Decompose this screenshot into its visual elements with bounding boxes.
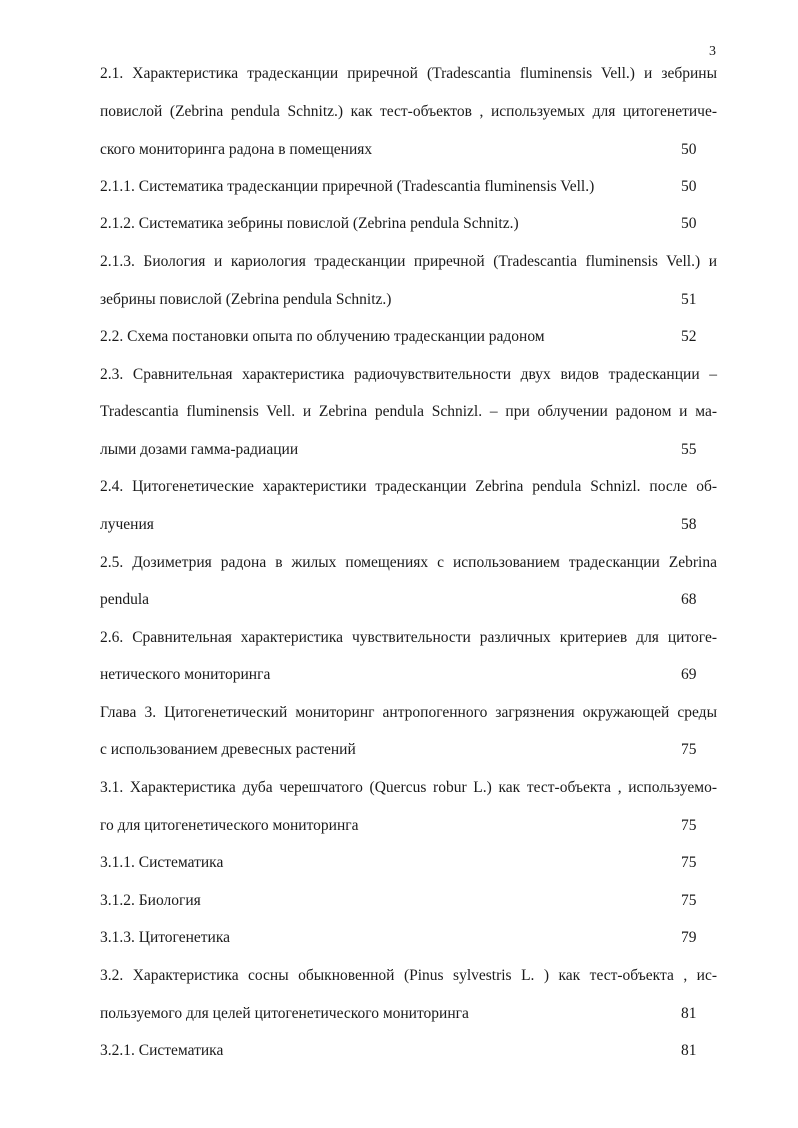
toc-line-text: 2.1.2. Систематика зебрины повислой (Zebrina pendula Schnitz.) — [100, 215, 519, 232]
toc-line-text: Tradescantia fluminensis Vell. и Zebrina pendula Schnizl. – при облучении радоном и ма- — [100, 403, 717, 420]
toc-page-number: 51 — [681, 291, 697, 308]
toc-line-text: 3.1.3. Цитогенетика — [100, 929, 231, 946]
toc-page-number: 68 — [681, 591, 697, 608]
toc-line-text: pendula — [100, 591, 150, 608]
toc-line-text: 3.1.2. Биология — [100, 892, 201, 909]
toc-line-text: 2.1. Характеристика традесканции приречной (Tradescantia fluminensis Vell.) и зебрины — [100, 65, 717, 82]
toc-line-text: Глава 3. Цитогенетический мониторинг антропогенного загрязнения окружающей среды — [100, 704, 717, 721]
toc-page-number: 75 — [681, 892, 697, 909]
toc-page-number: 50 — [681, 215, 697, 232]
toc-line-text: пользуемого для целей цитогенетического мониторинга — [100, 1005, 469, 1022]
toc-page-number: 81 — [681, 1005, 697, 1022]
toc-line-text: с использованием древесных растений — [100, 741, 356, 758]
toc-line — [100, 966, 717, 986]
toc-line-text: го для цитогенетического мониторинга — [100, 817, 359, 834]
toc-line — [100, 177, 717, 197]
toc-line — [100, 102, 717, 122]
toc-page-number: 55 — [681, 441, 697, 458]
toc-page-number: 69 — [681, 666, 697, 683]
toc-line-text: зебрины повислой (Zebrina pendula Schnitz.) — [100, 291, 392, 308]
toc-line-text: 3.1. Характеристика дуба черешчатого (Quercus robur L.) как тест-объекта , используемо- — [100, 779, 717, 796]
toc-line — [100, 402, 717, 422]
toc-line-text: лыми дозами гамма-радиации — [100, 441, 299, 458]
toc-line-text: 2.5. Дозиметрия радона в жилых помещениях с использованием традесканции Zebrina — [100, 554, 717, 571]
toc-line — [100, 703, 717, 723]
toc-line-text: 3.2. Характеристика сосны обыкновенной (Pinus sylvestris L. ) как тест-объекта , ис- — [100, 967, 717, 984]
toc-page-number: 50 — [681, 141, 697, 158]
toc-line-text: 3.2.1. Систематика — [100, 1042, 224, 1059]
toc-line — [100, 515, 717, 535]
toc-line — [100, 365, 717, 385]
toc-line — [100, 1041, 717, 1061]
toc-line — [100, 252, 717, 272]
toc-line-text: 2.1.1. Систематика традесканции приречной (Tradescantia fluminensis Vell.) — [100, 178, 595, 195]
toc-line — [100, 891, 717, 911]
toc-line — [100, 853, 717, 873]
toc-line-text: 2.1.3. Биология и кариология традесканции приречной (Tradescantia fluminensis Vell.) и — [100, 253, 717, 270]
toc-page-number: 75 — [681, 741, 697, 758]
toc-line — [100, 440, 717, 460]
toc-line — [100, 816, 717, 836]
toc-page-number: 75 — [681, 817, 697, 834]
toc-line — [100, 928, 717, 948]
toc-page-number: 52 — [681, 328, 697, 345]
toc-page-number: 79 — [681, 929, 697, 946]
toc-line — [100, 740, 717, 760]
toc-line — [100, 214, 717, 234]
toc-page-number: 50 — [681, 178, 697, 195]
toc-line-text: 2.3. Сравнительная характеристика радиочувствительности двух видов традесканции – — [100, 366, 717, 383]
toc-line — [100, 628, 717, 648]
toc-line — [100, 477, 717, 497]
page-number: 3 — [709, 44, 716, 59]
toc-line — [100, 290, 717, 310]
toc-page-number: 81 — [681, 1042, 697, 1059]
toc-line — [100, 553, 717, 573]
toc-line-text: 3.1.1. Систематика — [100, 854, 224, 871]
toc-page-number: 58 — [681, 516, 697, 533]
toc-line — [100, 590, 717, 610]
toc-line — [100, 778, 717, 798]
toc-line — [100, 64, 717, 84]
toc-page-number: 75 — [681, 854, 697, 871]
toc-line — [100, 1004, 717, 1024]
toc-line-text: повислой (Zebrina pendula Schnitz.) как тест-объектов , используемых для цитогенетиче- — [100, 103, 717, 120]
toc-line-text: лучения — [100, 516, 154, 533]
toc-line-text: 2.2. Схема постановки опыта по облучению традесканции радоном — [100, 328, 545, 345]
toc-line-text: ского мониторинга радона в помещениях — [100, 141, 373, 158]
toc-line — [100, 140, 717, 160]
toc-line-text: 2.6. Сравнительная характеристика чувствительности различных критериев для цитоге- — [100, 629, 717, 646]
toc-line — [100, 327, 717, 347]
toc-line-text: 2.4. Цитогенетические характеристики традесканции Zebrina pendula Schnizl. после об- — [100, 478, 717, 495]
toc-line — [100, 665, 717, 685]
toc-line-text: нетического мониторинга — [100, 666, 271, 683]
